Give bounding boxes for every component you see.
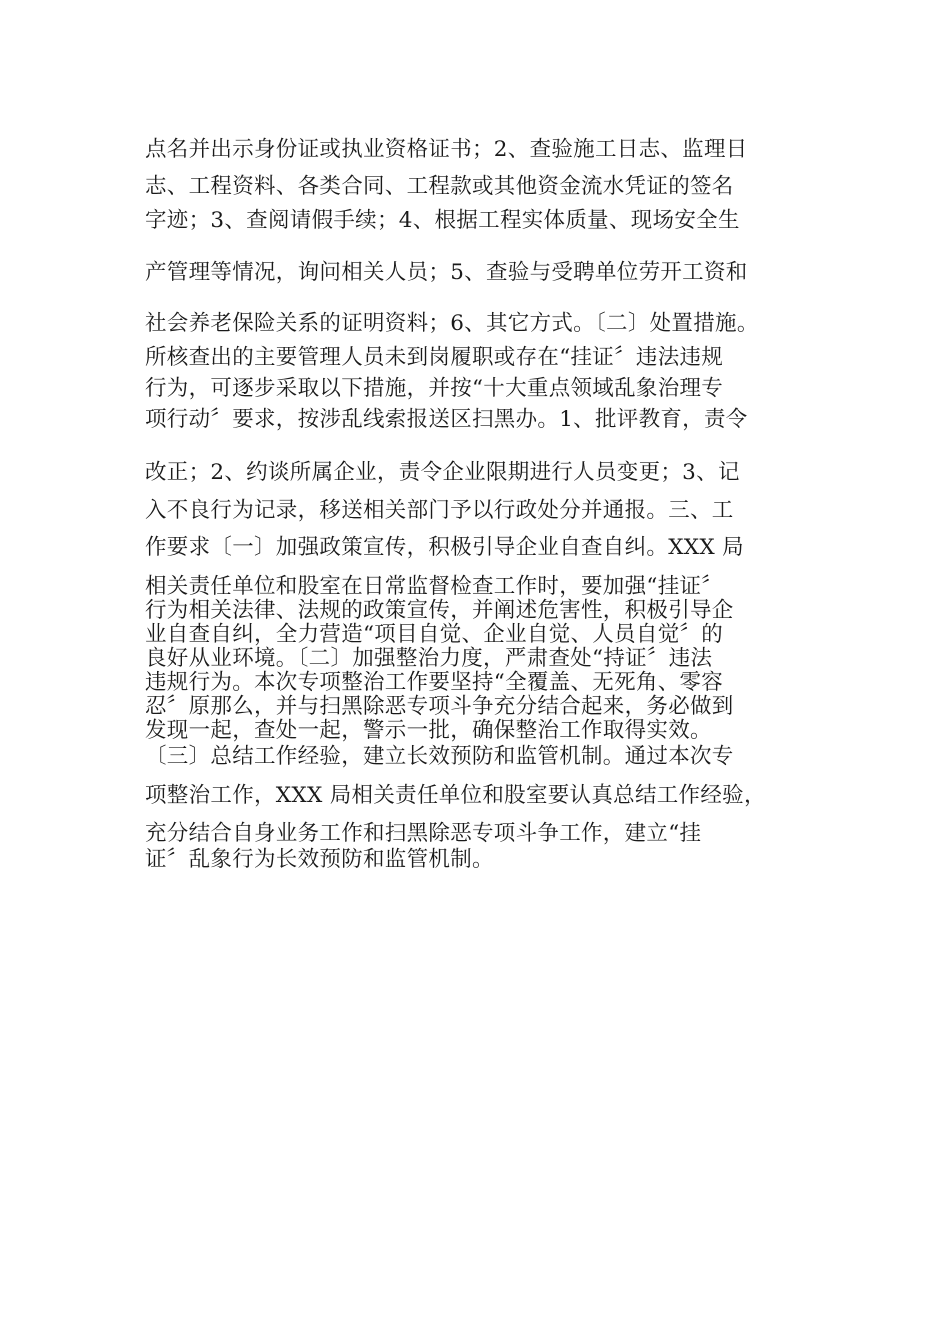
text-line: 项行动〞要求，按涉乱线索报送区扫黑办。1、批评教育，责令 [145,407,748,432]
text-line: 良好从业环境。〔二〕加强整治力度，严肃查处“持证〞违法 [145,646,713,671]
text-line: 发现一起，查处一起，警示一批，确保整治工作取得实效。 [145,718,712,743]
text-line: 产管理等情况，询问相关人员；5、查验与受聘单位劳开工资和 [145,260,748,285]
text-line: 违规行为。本次专项整治工作要坚持“全覆盖、无死角、零容 [145,670,724,695]
text-line: 社会养老保险关系的证明资料；6、其它方式。〔二〕处置措施。 [145,311,759,336]
text-line: 证〞乱象行为长效预防和监管机制。 [145,847,494,872]
text-line: 行为相关法律、法规的政策宣传，并阐述危害性，积极引导企 [145,598,734,623]
text-line: 改正；2、约谈所属企业，责令企业限期进行人员变更；3、记 [145,460,740,485]
text-line: 志、工程资料、各类合同、工程款或其他资金流水凭证的签名 [145,174,734,199]
text-line: 充分结合自身业务工作和扫黑除恶专项斗争工作，建立“挂 [145,821,702,846]
text-line: 点名并出示身份证或执业资格证书；2、查验施工日志、监理日 [145,137,748,162]
text-line: 相关责任单位和股室在日常监督检查工作时，要加强“挂证〞 [145,574,724,599]
text-line: 业自查自纠，全力营造“项目自觉、企业自觉、人员自觉〞的 [145,622,724,647]
text-line: 〔三〕总结工作经验，建立长效预防和监管机制。通过本次专 [145,744,734,769]
text-line: 入不良行为记录，移送相关部门予以行政处分并通报。三、工 [145,498,734,523]
text-line: 字迹；3、查阅请假手续；4、根据工程实体质量、现场安全生 [145,208,740,233]
text-line: 行为，可逐步采取以下措施，并按“十大重点领域乱象治理专 [145,376,724,401]
text-line: 项整治工作，XXX 局相关责任单位和股室要认真总结工作经验， [145,783,766,808]
text-line: 忍〞原那么，并与扫黑除恶专项斗争充分结合起来，务必做到 [145,694,734,719]
text-line: 所核查出的主要管理人员未到岗履职或存在“挂证〞违法违规 [145,345,724,370]
text-line: 作要求〔一〕加强政策宣传，积极引导企业自查自纠。XXX 局 [145,535,744,560]
